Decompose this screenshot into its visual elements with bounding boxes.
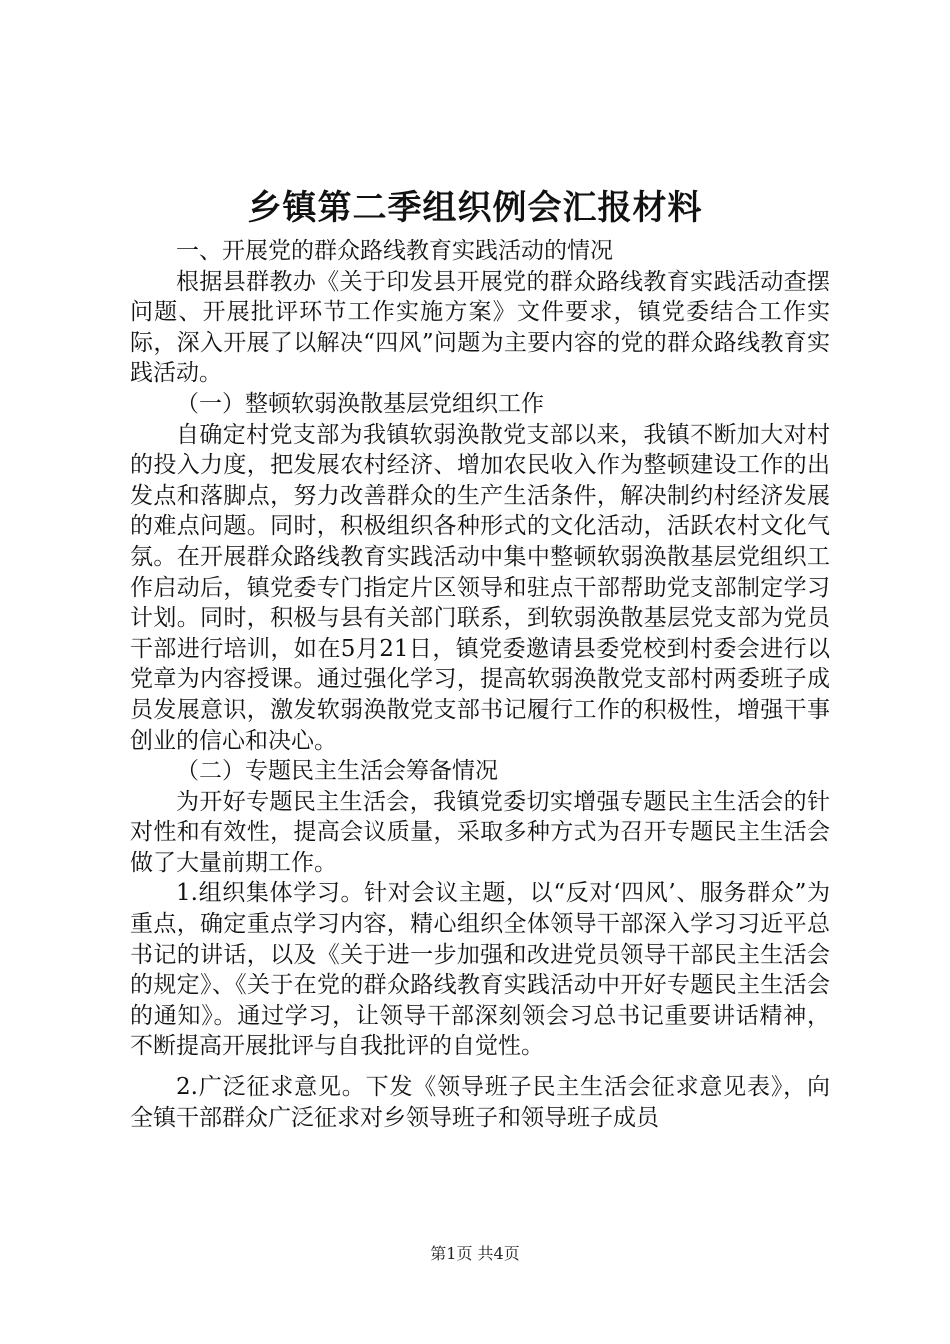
paragraph-1: 根据县群教办《关于印发县开展党的群众路线教育实践活动查摆问题、开展批评环节工作实施方案》文件要求，镇党委结合工作实际，深入开展了以解决“四风”问题为主要内容的党的群众路线教育实践活动。 [130,268,830,387]
paragraph-4: 1.组织集体学习。针对会议主题，以“反对‘四风’、服务群众”为重点，确定重点学习内容，精心组织全体领导干部深入学习习近平总书记的讲话，以及《关于进一步加强和改进党员领导干部民主生活会的规定》、《关于在党的群众路线教育实践活动中开好专题民主生活会的通知》。通过学习，让领导干部深刻领会习总书记重要讲话精神，不断提高开展批评与自我批评的自觉性。 [130,880,830,1060]
paragraph-3: 为开好专题民主生活会，我镇党委切实增强专题民主生活会的针对性和有效性，提高会议质量，采取多种方式为召开专题民主生活会做了大量前期工作。 [130,788,830,876]
subsection-heading-1: （一）整顿软弱涣散基层党组织工作 [176,390,544,417]
paragraph-2: 自确定村党支部为我镇软弱涣散党支部以来，我镇不断加大对村的投入力度，把发展农村经济、增加农民收入作为整顿建设工作的出发点和落脚点，努力改善群众的生产生活条件，解决制约村经济发展的难点问题。同时，积极组织各种形式的文化活动，活跃农村文化气氛。在开展群众路线教育实践活动中集中整顿软弱涣散基层党组织工作启动后，镇党委专门指定片区领导和驻点干部帮助党支部制定学习计划。同时，积极与县有关部门联系，到软弱涣散基层党支部为党员干部进行培训，如在5月21日，镇党委邀请县委党校到村委会进行以党章为内容授课。通过强化学习，提高软弱涣散党支部村两委班子成员发展意识，激发软弱涣散党支部书记履行工作的积极性，增强干事创业的信心和决心。 [130,421,830,754]
document-body [130,236,830,1133]
subsection-heading-2: （二）专题民主生活会筹备情况 [176,758,498,785]
paragraph-5: 2.广泛征求意见。下发《领导班子民主生活会征求意见表》，向全镇干部群众广泛征求对乡领导班子和领导班子成员 [130,1074,830,1131]
document-title: 乡镇第二季组织例会汇报材料 [247,188,703,228]
section-heading-1: 一、开展党的群众路线教育实践活动的情况 [176,238,613,264]
page-footer: 第1页 共4页 [430,1244,520,1263]
